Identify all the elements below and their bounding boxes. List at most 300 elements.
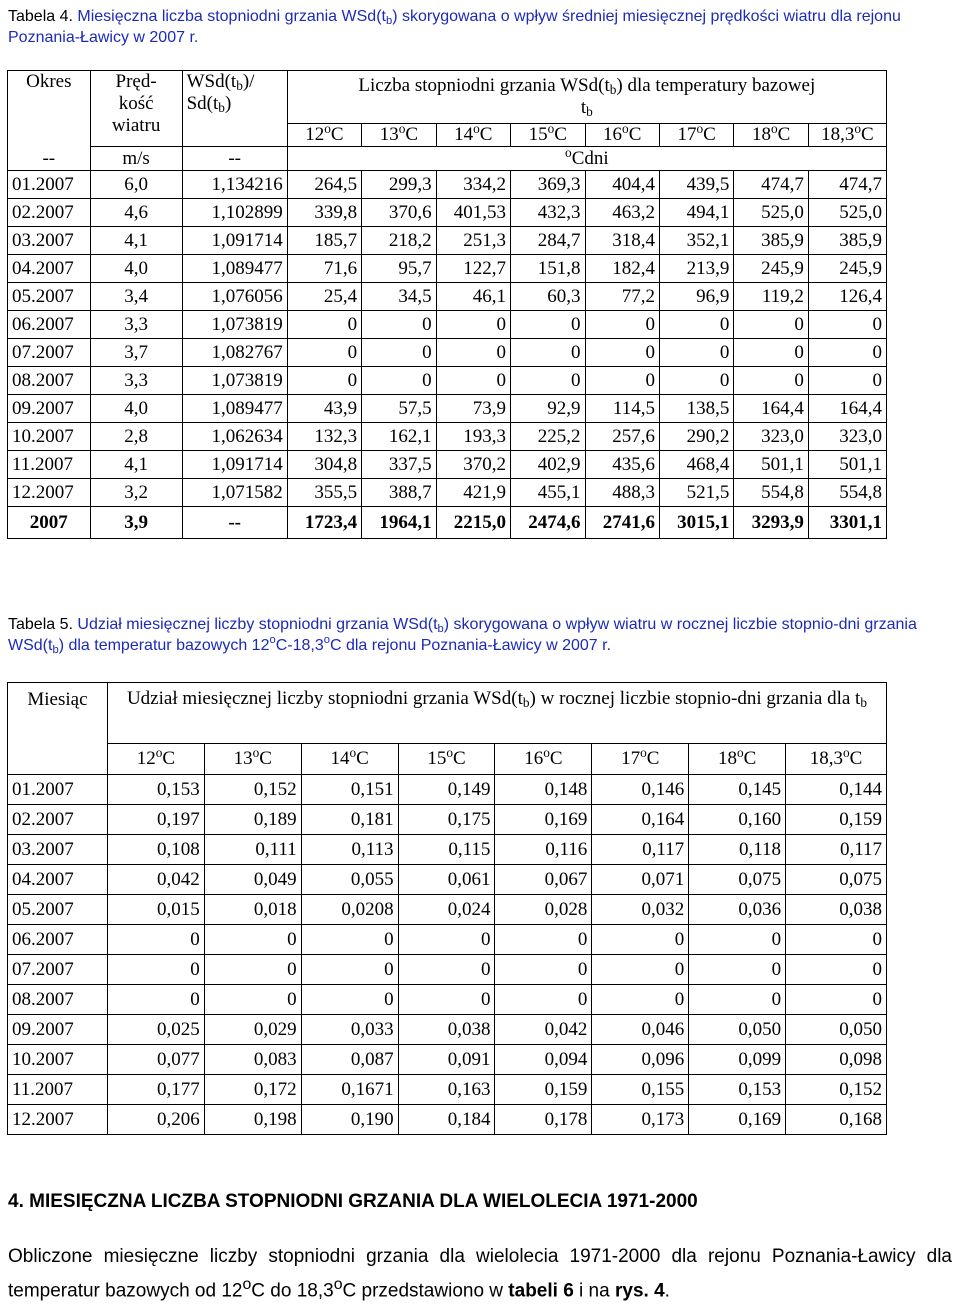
- table-cell: 0,164: [592, 805, 689, 835]
- table-cell: 6,0: [90, 171, 182, 199]
- table-cell: 1,091714: [182, 227, 287, 255]
- table-cell: 0: [287, 311, 361, 339]
- table-cell: 4,1: [90, 227, 182, 255]
- table-cell: 245,9: [734, 255, 808, 283]
- table5-header-group: Udział miesięcznej liczby stopniodni grzania $WSd(t_b)$ w rocznej liczbie stopnio-dni grzania dla $t_b$: [107, 683, 886, 744]
- table-cell: 0,087: [301, 1045, 398, 1075]
- table-cell: 0,046: [592, 1015, 689, 1045]
- temp-header: 18,3$^o$C: [808, 124, 886, 147]
- row-label: 09.2007: [8, 1015, 108, 1045]
- temp-header: 12$^o$C: [287, 124, 361, 147]
- table-cell: 213,9: [659, 255, 733, 283]
- table-cell: 0,152: [204, 775, 301, 805]
- table-cell: 3,7: [90, 339, 182, 367]
- table-row: [8, 1075, 887, 1105]
- row-label: 11.2007: [8, 1075, 108, 1105]
- table-cell: 1,134216: [182, 171, 287, 199]
- table-cell: 323,0: [808, 423, 886, 451]
- table-cell: 0,148: [495, 775, 592, 805]
- row-label: 08.2007: [8, 985, 108, 1015]
- temp-header: 15$^o$C: [511, 124, 585, 147]
- table-cell: 0,206: [107, 1105, 204, 1135]
- table-cell: 0,049: [204, 865, 301, 895]
- table-row: [8, 1045, 887, 1075]
- table-cell: 1,071582: [182, 479, 287, 507]
- table-cell: 0: [585, 339, 659, 367]
- table-cell: 0,024: [398, 895, 495, 925]
- table-cell: 0: [786, 955, 887, 985]
- table-cell: 401,53: [436, 199, 510, 227]
- total-cell: 2741,6: [585, 507, 659, 539]
- table-cell: 0: [592, 925, 689, 955]
- table-cell: 0,083: [204, 1045, 301, 1075]
- table-cell: 0: [585, 311, 659, 339]
- table-cell: 455,1: [511, 479, 585, 507]
- table-cell: 77,2: [585, 283, 659, 311]
- table4-degree-days: [7, 70, 887, 539]
- row-label: 02.2007: [8, 199, 91, 227]
- row-label: 08.2007: [8, 367, 91, 395]
- table-cell: 0: [436, 339, 510, 367]
- table5-caption: [8, 614, 952, 656]
- header-label: ): [224, 93, 232, 114]
- table-cell: 0,197: [107, 805, 204, 835]
- table-cell: 0,028: [495, 895, 592, 925]
- table-cell: 0,198: [204, 1105, 301, 1135]
- temp-header: 16$^o$C: [495, 744, 592, 775]
- table-row: [8, 339, 887, 367]
- table-cell: 421,9: [436, 479, 510, 507]
- table-row: [8, 451, 887, 479]
- table-cell: 4,6: [90, 199, 182, 227]
- temp-header: 13$^o$C: [204, 744, 301, 775]
- total-label: 2007: [8, 507, 91, 539]
- table-cell: 369,3: [511, 171, 585, 199]
- table-cell: 182,4: [585, 255, 659, 283]
- row-label: 10.2007: [8, 1045, 108, 1075]
- table-row: [8, 227, 887, 255]
- table-cell: 352,1: [659, 227, 733, 255]
- table5-caption-text: Udział miesięcznej liczby stopniodni grzania $WSd(t_b)$ skorygowana o wpływ wiatru w rocznej liczbie stopnio-dni grzania $WSd(t_b)$ dla temperatur bazowych 12$^o$C-18,3$^o$C dla rejonu Poznania-Ławicy w 2007 r.: [8, 616, 917, 656]
- temp-header: 16$^o$C: [585, 124, 659, 147]
- row-label: 03.2007: [8, 835, 108, 865]
- header-subscript: b: [218, 100, 225, 115]
- table-cell: 0: [301, 985, 398, 1015]
- table-cell: 251,3: [436, 227, 510, 255]
- table-cell: 0,094: [495, 1045, 592, 1075]
- table-cell: 1,062634: [182, 423, 287, 451]
- table-cell: 218,2: [362, 227, 436, 255]
- table-cell: 0: [689, 985, 786, 1015]
- section-paragraph: Obliczone miesięczne liczby stopniodni grzania dla wielolecia 1971-2000 dla rejonu Poznania-Ławicy dla temperatur bazowych od 12$^o$C do 18,3$^o$C przedstawiono w tabeli 6 i na rys. 4.: [8, 1246, 952, 1302]
- table-cell: 370,6: [362, 199, 436, 227]
- table-cell: 0: [204, 925, 301, 955]
- table-cell: 299,3: [362, 171, 436, 199]
- table4-header-ratio: [182, 71, 287, 147]
- row-label: 01.2007: [8, 775, 108, 805]
- table-cell: 0,032: [592, 895, 689, 925]
- table-cell: 0,015: [107, 895, 204, 925]
- table-cell: 1,082767: [182, 339, 287, 367]
- temp-header: 18,3$^o$C: [786, 744, 887, 775]
- link-table6: tabeli 6: [508, 1280, 574, 1302]
- table-cell: 334,2: [436, 171, 510, 199]
- table-cell: 468,4: [659, 451, 733, 479]
- table-cell: 1,076056: [182, 283, 287, 311]
- temp-header: 14$^o$C: [436, 124, 510, 147]
- table-row: [8, 985, 887, 1015]
- table-cell: 0,189: [204, 805, 301, 835]
- table-cell: 0: [495, 985, 592, 1015]
- total-cell: 2215,0: [436, 507, 510, 539]
- row-label: 07.2007: [8, 339, 91, 367]
- table-cell: 474,7: [808, 171, 886, 199]
- total-cell: 1964,1: [362, 507, 436, 539]
- row-label: 04.2007: [8, 865, 108, 895]
- table-cell: 126,4: [808, 283, 886, 311]
- table-cell: 162,1: [362, 423, 436, 451]
- table-cell: 488,3: [585, 479, 659, 507]
- table-cell: 0,118: [689, 835, 786, 865]
- table-cell: 1,089477: [182, 255, 287, 283]
- table-cell: 554,8: [808, 479, 886, 507]
- table-cell: 0,152: [786, 1075, 887, 1105]
- row-label: 02.2007: [8, 805, 108, 835]
- unit-values: [287, 147, 886, 171]
- table-cell: 388,7: [362, 479, 436, 507]
- table-cell: 164,4: [734, 395, 808, 423]
- table-cell: 385,9: [808, 227, 886, 255]
- table-cell: 43,9: [287, 395, 361, 423]
- table-cell: 432,3: [511, 199, 585, 227]
- table-cell: 95,7: [362, 255, 436, 283]
- table-cell: 0,181: [301, 805, 398, 835]
- table-cell: 0: [734, 311, 808, 339]
- row-label: 09.2007: [8, 395, 91, 423]
- table-cell: 0,029: [204, 1015, 301, 1045]
- header-label: WSd(t: [186, 71, 237, 92]
- table-row: [8, 171, 887, 199]
- table-cell: 0: [362, 339, 436, 367]
- unit-speed: m/s: [90, 147, 182, 171]
- table-cell: 0: [204, 985, 301, 1015]
- table-cell: 0: [511, 339, 585, 367]
- header-subscript: b: [236, 78, 243, 93]
- table-cell: 284,7: [511, 227, 585, 255]
- table-row: [8, 283, 887, 311]
- table-cell: 71,6: [287, 255, 361, 283]
- temp-header: 14$^o$C: [301, 744, 398, 775]
- table-cell: 0: [436, 367, 510, 395]
- total-cell: --: [182, 507, 287, 539]
- table-cell: 0: [592, 955, 689, 985]
- header-subscript: b: [586, 104, 593, 119]
- table-cell: 0,055: [301, 865, 398, 895]
- table-cell: 0,172: [204, 1075, 301, 1105]
- table-cell: 0: [659, 339, 733, 367]
- table-cell: 119,2: [734, 283, 808, 311]
- table-cell: 0,169: [495, 805, 592, 835]
- table-cell: 0,061: [398, 865, 495, 895]
- table-cell: 339,8: [287, 199, 361, 227]
- table-cell: 0,1671: [301, 1075, 398, 1105]
- table-cell: 474,7: [734, 171, 808, 199]
- table-row: [8, 925, 887, 955]
- row-label: 06.2007: [8, 925, 108, 955]
- table-cell: 0,153: [107, 775, 204, 805]
- total-cell: 3,9: [90, 507, 182, 539]
- table-cell: 0,117: [786, 835, 887, 865]
- table-cell: 0: [734, 339, 808, 367]
- row-label: 12.2007: [8, 1105, 108, 1135]
- row-label: 04.2007: [8, 255, 91, 283]
- temp-header: 18$^o$C: [689, 744, 786, 775]
- table-cell: 0: [362, 311, 436, 339]
- table-cell: 3,2: [90, 479, 182, 507]
- table-cell: 404,4: [585, 171, 659, 199]
- table-cell: 0,153: [689, 1075, 786, 1105]
- table-cell: 0,042: [495, 1015, 592, 1045]
- table-row: [8, 955, 887, 985]
- table-cell: 0: [585, 367, 659, 395]
- table-cell: 0: [107, 985, 204, 1015]
- table-cell: 92,9: [511, 395, 585, 423]
- temp-header: 17$^o$C: [659, 124, 733, 147]
- table-cell: 494,1: [659, 199, 733, 227]
- header-label: kość: [118, 93, 154, 114]
- table4-header-speed: [90, 71, 182, 147]
- table-row: [8, 423, 887, 451]
- table-cell: 185,7: [287, 227, 361, 255]
- table-cell: 0,108: [107, 835, 204, 865]
- table-row: [8, 1015, 887, 1045]
- table-cell: 0,115: [398, 835, 495, 865]
- table-cell: 0,050: [689, 1015, 786, 1045]
- table-cell: 193,3: [436, 423, 510, 451]
- table-cell: 96,9: [659, 283, 733, 311]
- row-label: 10.2007: [8, 423, 91, 451]
- table-cell: 525,0: [808, 199, 886, 227]
- table-cell: 1,091714: [182, 451, 287, 479]
- table-cell: 0,111: [204, 835, 301, 865]
- table-cell: 0,145: [689, 775, 786, 805]
- table-cell: 151,8: [511, 255, 585, 283]
- table-cell: 0: [398, 955, 495, 985]
- table-cell: 0: [734, 367, 808, 395]
- table-cell: 0,036: [689, 895, 786, 925]
- table-cell: 0: [659, 311, 733, 339]
- header-label: t: [580, 97, 587, 118]
- table4-caption-lead: Tabela 4.: [8, 8, 73, 25]
- caption-fragment: Miesięczna liczba stopniodni grzania WSd(t: [72, 8, 386, 25]
- table-cell: 264,5: [287, 171, 361, 199]
- table-cell: 0,190: [301, 1105, 398, 1135]
- table-cell: 0,159: [786, 805, 887, 835]
- table-cell: 0: [689, 955, 786, 985]
- table-cell: 1,073819: [182, 311, 287, 339]
- table-row: [8, 895, 887, 925]
- table-cell: 0,075: [786, 865, 887, 895]
- table-cell: 463,2: [585, 199, 659, 227]
- table-cell: 4,0: [90, 395, 182, 423]
- unit-okres: --: [8, 147, 91, 171]
- table-cell: 0,033: [301, 1015, 398, 1045]
- table-cell: 0: [808, 311, 886, 339]
- row-label: 01.2007: [8, 171, 91, 199]
- table-row: [8, 1105, 887, 1135]
- table-cell: 0,160: [689, 805, 786, 835]
- table4-caption-text: [8, 8, 901, 46]
- table-cell: 1,073819: [182, 367, 287, 395]
- table-cell: 525,0: [734, 199, 808, 227]
- table-cell: 501,1: [734, 451, 808, 479]
- header-label: wiatru: [111, 115, 161, 136]
- row-label: 05.2007: [8, 283, 91, 311]
- table5-monthly-share: [7, 682, 887, 1135]
- table-cell: 0: [592, 985, 689, 1015]
- table-cell: 0: [301, 925, 398, 955]
- table-row: [8, 367, 887, 395]
- table-cell: 0,173: [592, 1105, 689, 1135]
- table-cell: 0,098: [786, 1045, 887, 1075]
- table-cell: 0: [786, 985, 887, 1015]
- unit-ratio: --: [182, 147, 287, 171]
- table-cell: 0,0208: [301, 895, 398, 925]
- table-cell: 122,7: [436, 255, 510, 283]
- row-label: 11.2007: [8, 451, 91, 479]
- table-cell: 0,155: [592, 1075, 689, 1105]
- table-cell: 435,6: [585, 451, 659, 479]
- row-label: 12.2007: [8, 479, 91, 507]
- table-cell: 0,151: [301, 775, 398, 805]
- table-cell: 4,1: [90, 451, 182, 479]
- total-cell: 1723,4: [287, 507, 361, 539]
- header-label: Sd(t: [186, 93, 219, 114]
- table-row: [8, 255, 887, 283]
- total-cell: 2474,6: [511, 507, 585, 539]
- table-cell: 0,178: [495, 1105, 592, 1135]
- table-cell: 370,2: [436, 451, 510, 479]
- table-cell: 0,175: [398, 805, 495, 835]
- section-title: 4. MIESIĘCZNA LICZBA STOPNIODNI GRZANIA DLA WIELOLECIA 1971-2000: [8, 1191, 698, 1212]
- temp-header: 17$^o$C: [592, 744, 689, 775]
- table-cell: 0: [511, 311, 585, 339]
- table-cell: 0,071: [592, 865, 689, 895]
- table-cell: 0: [362, 367, 436, 395]
- table-cell: 0,091: [398, 1045, 495, 1075]
- table-cell: 138,5: [659, 395, 733, 423]
- table-cell: 0,184: [398, 1105, 495, 1135]
- table-row: [8, 479, 887, 507]
- caption-fragment: ) skorygowana o wpływ średniej miesięcznej prędkości wiatru dla rejonu Poznania-Ławicy w 2007 r.: [8, 8, 901, 46]
- table-cell: 0,163: [398, 1075, 495, 1105]
- table4-header-row-1: [8, 71, 887, 124]
- table-cell: 1,102899: [182, 199, 287, 227]
- table-cell: 0: [301, 955, 398, 985]
- table-cell: 1,089477: [182, 395, 287, 423]
- table-cell: 0: [107, 925, 204, 955]
- table4-header-group: [287, 71, 886, 124]
- temp-header: 15$^o$C: [398, 744, 495, 775]
- table-cell: 0: [287, 367, 361, 395]
- table-cell: 73,9: [436, 395, 510, 423]
- table-cell: 304,8: [287, 451, 361, 479]
- table-cell: 385,9: [734, 227, 808, 255]
- table4-units-row: [8, 147, 887, 171]
- header-label: )/: [242, 71, 255, 92]
- caption-subscript: b: [385, 15, 393, 27]
- header-label: Okres: [26, 71, 72, 92]
- table-cell: 4,0: [90, 255, 182, 283]
- table-cell: 0: [398, 985, 495, 1015]
- table-cell: 0: [495, 955, 592, 985]
- table-row: [8, 805, 887, 835]
- temp-header: 12$^o$C: [107, 744, 204, 775]
- unit-label: Cdni: [571, 148, 609, 169]
- header-label: ) dla temperatury bazowej: [616, 75, 816, 96]
- table5-header-row-1: [8, 683, 887, 744]
- table-cell: 0,159: [495, 1075, 592, 1105]
- table-cell: 0: [436, 311, 510, 339]
- total-cell: 3015,1: [659, 507, 733, 539]
- table-cell: 114,5: [585, 395, 659, 423]
- table-cell: 0: [511, 367, 585, 395]
- table-cell: 34,5: [362, 283, 436, 311]
- row-label: 07.2007: [8, 955, 108, 985]
- table-cell: 0,113: [301, 835, 398, 865]
- table-cell: 439,5: [659, 171, 733, 199]
- table-cell: 0: [287, 339, 361, 367]
- row-label: 03.2007: [8, 227, 91, 255]
- table-cell: 355,5: [287, 479, 361, 507]
- table-cell: 0,096: [592, 1045, 689, 1075]
- link-fig4: rys. 4: [614, 1280, 665, 1302]
- table-cell: 0,149: [398, 775, 495, 805]
- table-cell: 323,0: [734, 423, 808, 451]
- table-cell: 3,4: [90, 283, 182, 311]
- table-cell: 521,5: [659, 479, 733, 507]
- table-row: [8, 395, 887, 423]
- table-cell: 57,5: [362, 395, 436, 423]
- table-cell: 3,3: [90, 367, 182, 395]
- table-cell: 0: [204, 955, 301, 985]
- table-cell: 0,116: [495, 835, 592, 865]
- table-cell: 0,038: [398, 1015, 495, 1045]
- table-cell: 0: [659, 367, 733, 395]
- table-cell: 318,4: [585, 227, 659, 255]
- unit-superscript: o: [565, 145, 572, 160]
- temp-header: 18$^o$C: [734, 124, 808, 147]
- table-row: [8, 865, 887, 895]
- temp-header: 13$^o$C: [362, 124, 436, 147]
- table-cell: 257,6: [585, 423, 659, 451]
- table-cell: 0,099: [689, 1045, 786, 1075]
- row-label: 06.2007: [8, 311, 91, 339]
- table-row: [8, 311, 887, 339]
- table-cell: 60,3: [511, 283, 585, 311]
- table-cell: 0,075: [689, 865, 786, 895]
- table5-header-month: Miesiąc: [8, 683, 108, 775]
- table-cell: 0,146: [592, 775, 689, 805]
- table-cell: 554,8: [734, 479, 808, 507]
- table-cell: 0,169: [689, 1105, 786, 1135]
- table-cell: 290,2: [659, 423, 733, 451]
- table-cell: 245,9: [808, 255, 886, 283]
- table-cell: 0,018: [204, 895, 301, 925]
- table-cell: 3,3: [90, 311, 182, 339]
- table-cell: 0,038: [786, 895, 887, 925]
- header-label: Pręd-: [115, 71, 157, 92]
